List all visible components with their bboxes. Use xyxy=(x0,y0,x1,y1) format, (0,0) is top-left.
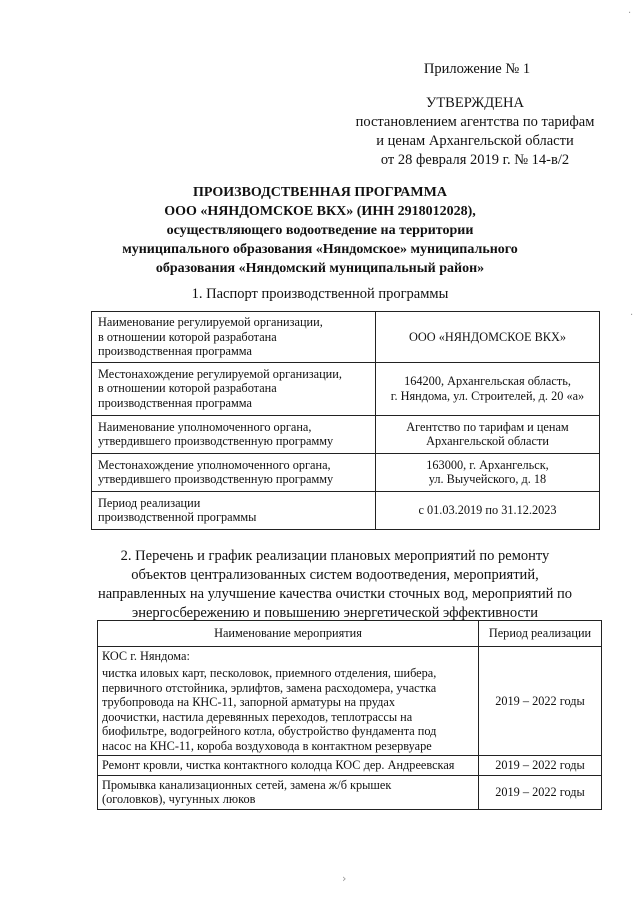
scan-artifact-icon: · xyxy=(628,8,632,19)
row-value: 163000, г. Архангельск, ул. Выучейского, д. 18 xyxy=(376,453,600,491)
title-line: ПРОИЗВОДСТВЕННАЯ ПРОГРАММА xyxy=(193,185,447,200)
activity-cell: Ремонт кровли, чистка контактного колодца КОС дер. Андреевская xyxy=(98,756,479,776)
approval-line: постановлением агентства по тарифам xyxy=(355,114,595,130)
scan-artifact-icon: · xyxy=(630,310,634,321)
column-header-period: Период реализации xyxy=(479,621,602,647)
title-line: ООО «НЯНДОМСКОЕ ВКХ» (ИНН 2918012028), xyxy=(164,204,476,219)
approval-heading: УТВЕРЖДЕНА xyxy=(426,95,524,111)
table-header-row xyxy=(98,621,602,647)
table-row xyxy=(92,362,600,415)
table-row xyxy=(98,775,602,809)
title-line: образования «Няндомский муниципальный район» xyxy=(155,261,485,276)
section2-heading: 2. Перечень и график реализации плановых мероприятий по ремонту объектов централизованных систем водоотведения, мероприятий, направленных на улучшение качества очистки сточных вод, мероприятий по энергосбережению и повышению энергетической эффективности xyxy=(97,548,573,621)
row-label: Местонахождение уполномоченного органа, утвердившего производственную программу xyxy=(92,453,376,491)
row-value: ООО «НЯНДОМСКОЕ ВКХ» xyxy=(376,312,600,363)
table-row xyxy=(92,491,600,529)
row-label: Наименование регулируемой организации, в отношении которой разработана производственная программа xyxy=(92,312,376,363)
activities-table xyxy=(97,620,602,810)
appendix-label: Приложение № 1 xyxy=(423,61,531,77)
column-header-activity: Наименование мероприятия xyxy=(98,621,479,647)
scan-artifact-icon: › xyxy=(342,872,347,885)
activity-cell: Промывка канализационных сетей, замена ж/б крышек (оголовков), чугунных люков xyxy=(98,775,479,809)
approval-line: от 28 февраля 2019 г. № 14-в/2 xyxy=(380,152,570,168)
activity-cell: КОС г. Няндома: чистка иловых карт, песколовок, приемного отделения, шибера, первичного отстойника, эрлифтов, замена расходомера, участка трубопровода на КНС-11, запорной арматуры на прудах доочистки, настила деревянных переходов, теплотрассы на биофильтре, водогрейного котла, обустройство фундамента под насос на КНС-11, короба воздуховода в контактном резервуаре xyxy=(98,646,479,756)
period-cell: 2019 – 2022 годы xyxy=(479,775,602,809)
row-value: 164200, Архангельская область, г. Няндома, ул. Строителей, д. 20 «а» xyxy=(376,362,600,415)
approval-block xyxy=(345,94,605,170)
row-label: Период реализации производственной программы xyxy=(92,491,376,529)
section1-heading: 1. Паспорт производственной программы xyxy=(191,286,449,302)
row-label: Наименование уполномоченного органа, утвердившего производственную программу xyxy=(92,415,376,453)
document-title xyxy=(60,183,580,278)
row-value: с 01.03.2019 по 31.12.2023 xyxy=(376,491,600,529)
period-cell: 2019 – 2022 годы xyxy=(479,756,602,776)
table-row xyxy=(98,646,602,756)
passport-table xyxy=(91,311,600,530)
title-line: муниципального образования «Няндомское» муниципального xyxy=(122,242,518,257)
table-row xyxy=(98,756,602,776)
period-cell: 2019 – 2022 годы xyxy=(479,646,602,756)
table-row xyxy=(92,453,600,491)
approval-line: и ценам Архангельской области xyxy=(376,133,574,149)
title-line: осуществляющего водоотведение на территории xyxy=(166,223,474,238)
row-label: Местонахождение регулируемой организации, в отношении которой разработана производственная программа xyxy=(92,362,376,415)
table-row xyxy=(92,312,600,363)
row-value: Агентство по тарифам и ценам Архангельской области xyxy=(376,415,600,453)
table-row xyxy=(92,415,600,453)
